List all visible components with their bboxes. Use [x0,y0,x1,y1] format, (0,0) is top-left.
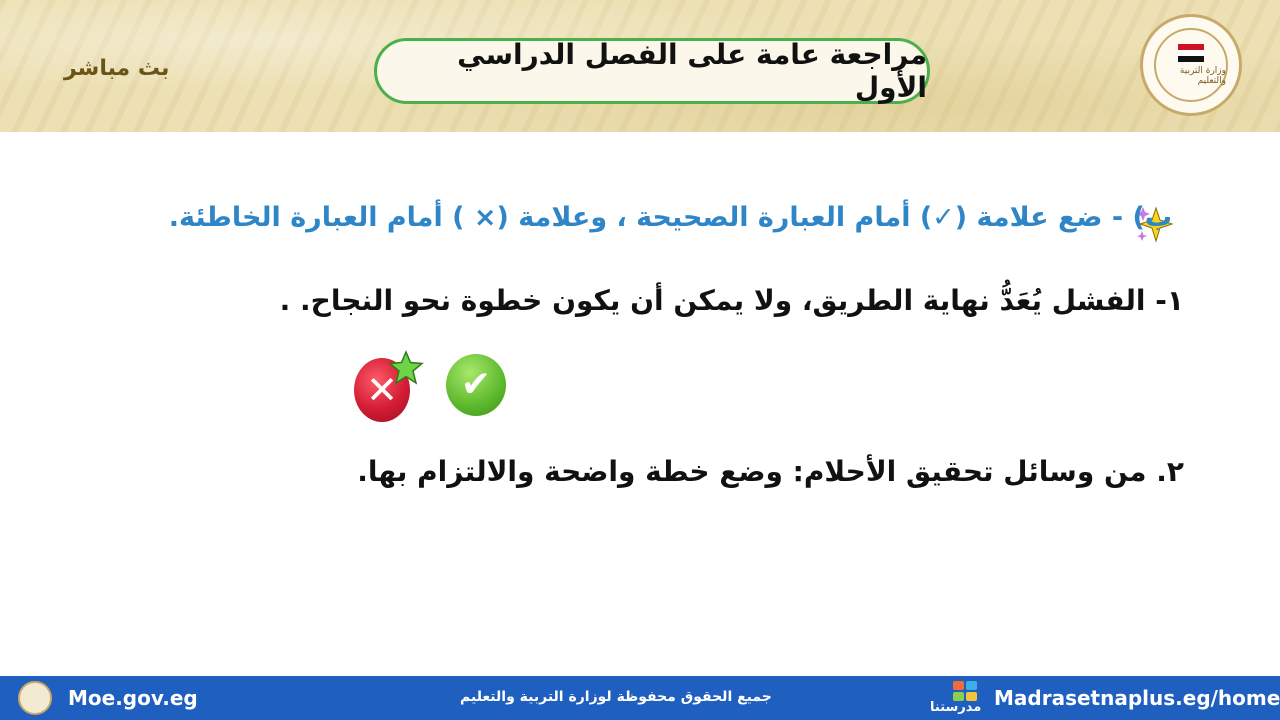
egypt-flag-icon [1178,44,1204,62]
live-label: بث مباشر [64,56,170,81]
madrasetna-brand-label: مدرستنا [930,700,982,715]
header-banner [0,0,1280,132]
madrasetna-logo-icon [952,680,978,702]
madrasetna-link[interactable]: Madrasetnaplus.eg/home [994,686,1280,710]
footer-ministry-logo [18,681,52,715]
correct-answer-button[interactable] [446,354,506,416]
footer-bar [0,676,1280,720]
wrong-icon: ✕ [366,368,398,412]
instruction-text: ب) - ضع علامة (✓) أمام العبارة الصحيحة ، وعلامة (× ) أمام العبارة الخاطئة. [168,202,1172,233]
lesson-title: مراجعة عامة على الفصل الدراسي الأول [457,38,927,104]
ministry-logo [1140,14,1242,116]
copyright-text: جميع الحقوق محفوظة لوزارة التربية والتعليم [460,689,772,705]
question-1-text: ١- الفشل يُعَدُّ نهاية الطريق، ولا يمكن أن يكون خطوة نحو النجاح. . [279,284,1184,317]
star-icon [388,350,424,386]
check-icon: ✔ [460,364,492,405]
lesson-title-box [374,38,930,104]
ministry-logo-text: وزارة التربية والتعليم [1179,66,1226,86]
question-2-text: ٢. من وسائل تحقيق الأحلام: وضع خطة واضحة والالتزام بها. [357,455,1184,488]
moe-link[interactable]: Moe.gov.eg [68,686,198,710]
ministry-logo-emblem [1154,28,1228,102]
